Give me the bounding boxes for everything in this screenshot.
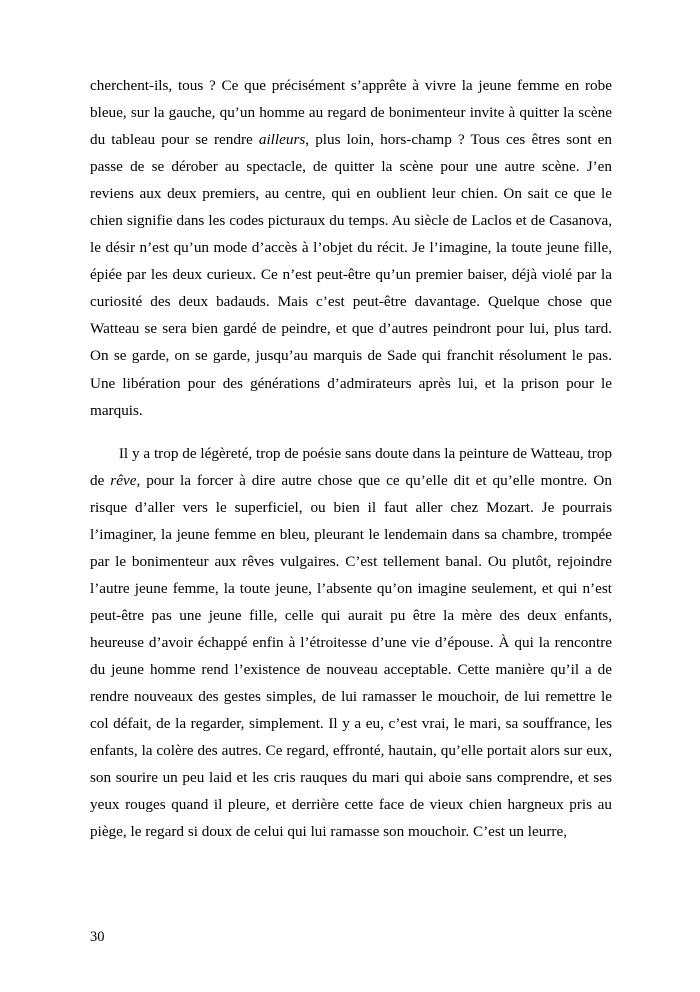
emphasis-text: rêve (110, 471, 137, 489)
page-text-body (90, 72, 612, 845)
emphasis-text: ailleurs (258, 131, 306, 149)
paragraph-1: cherchent-ils, tous ? Ce que précisément s’apprête à vivre la jeune femme en robe bleue, sur la gauche, qu’un homme au regard de bonimenteur invite à quitter la scène du tableau pour se rendre ailleurs, plus loin, hors-champ ? Tous ces êtres sont en passe de se dérober au spectacle, de quitter la scène pour une autre scène. J’en reviens aux deux premiers, au centre, qui en oublient leur chien. On sait ce que le chien signifie dans les codes picturaux du temps. Au siècle de Laclos et de Casanova, le désir n’est qu’un mode d’accès à l’objet du récit. Je l’imagine, la toute jeune fille, épiée par les deux curieux. Ce n’est peut-être qu’un premier baiser, déjà violé par la curiosité des deux badauds. Mais c’est peut-être davantage. Quelque chose que Watteau se sera bien gardé de peindre, et que d’autres peindront pour lui, plus tard. On se garde, on se garde, jusqu’au marquis de Sade qui franchit résolument le pas. Une libération pour des générations d’admirateurs après lui, et la prison pour le marquis. (90, 77, 612, 419)
paragraph-2: Il y a trop de légèreté, trop de poésie sans doute dans la peinture de Watteau, trop de rêve, pour la forcer à dire autre chose que ce qu’elle dit et qu’elle montre. On risque d’aller vers le superficiel, ou bien il faut aller chez Mozart. Je pourrais l’imaginer, la jeune femme en bleu, pleurant le lendemain dans sa chambre, trompée par le bonimenteur aux rêves vulgaires. C’est tellement banal. Ou plutôt, rejoindre l’autre jeune femme, la toute jeune, l’absente qu’on imagine seulement, et qui n’est peut-être pas une jeune fille, celle qui aurait pu être la mère des deux enfants, heureuse d’avoir échappé enfin à l’étroitesse d’une vie d’épouse. À qui la rencontre du jeune homme rend l’existence de nouveau acceptable. Cette manière qu’il a de rendre nouveaux des gestes simples, de lui ramasser le mouchoir, de lui remettre le col défait, de la regarder, simplement. Il y a eu, c’est vrai, le mari, sa souffrance, les enfants, la colère des autres. Ce regard, effronté, hautain, qu’elle portait alors sur eux, son sourire un peu laid et les cris rauques du mari qui aboie sans comprendre, et ses yeux rouges quand il pleure, et derrière cette face de vieux chien hargneux pris au piège, le regard si doux de celui qui lui ramasse son mouchoir. C’est un leurre, (90, 444, 612, 841)
page-number: 30 (90, 928, 105, 945)
